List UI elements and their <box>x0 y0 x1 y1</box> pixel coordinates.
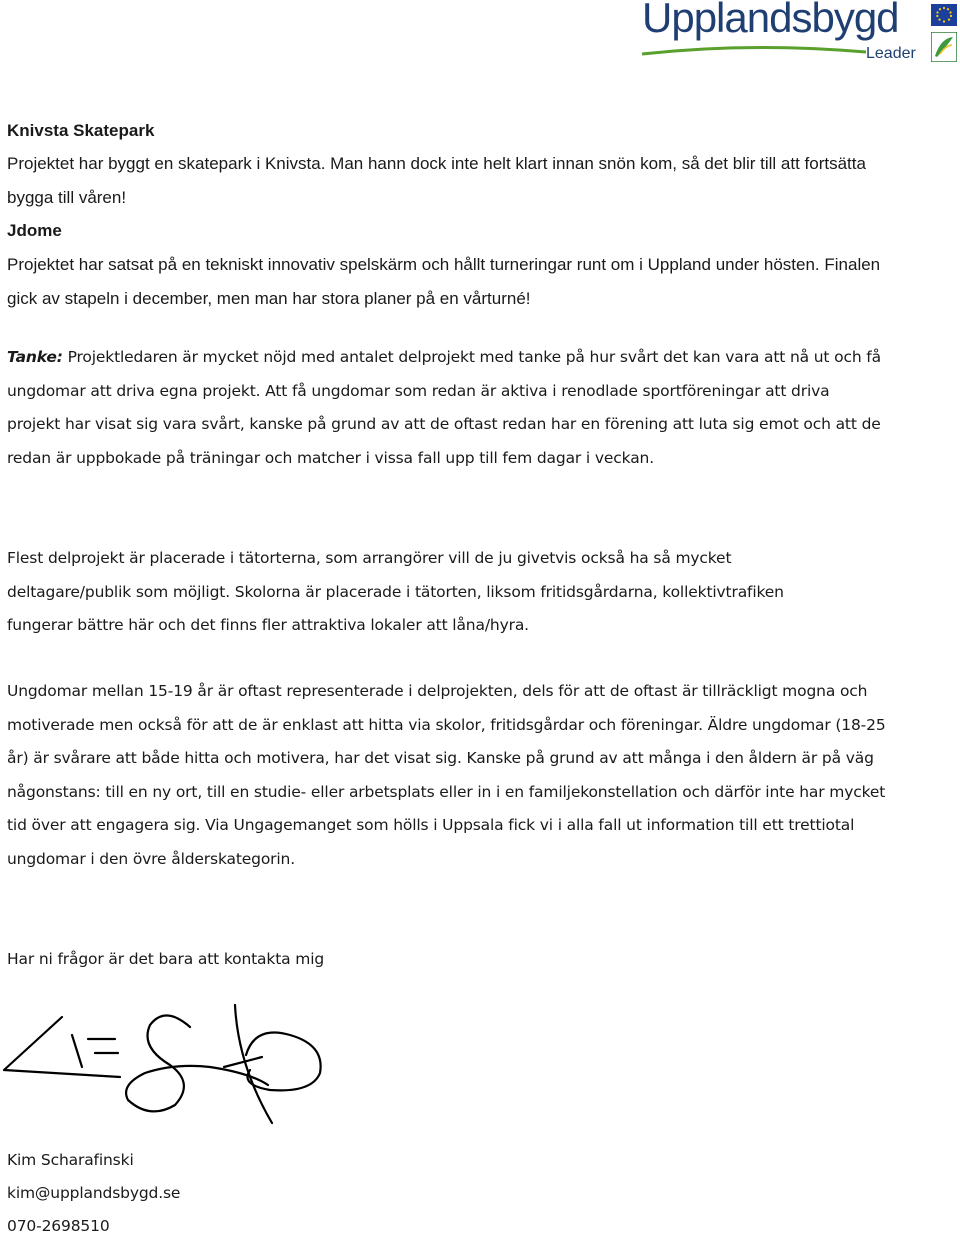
skatepark-paragraph: Projektet har byggt en skatepark i Knivsta. Man hann dock inte helt klart innan snön kom, så det blir till att fortsätta bygga till våren! <box>7 154 866 207</box>
jdome-heading: Jdome <box>7 221 62 240</box>
tanke-label: Tanke: <box>7 348 63 366</box>
logo-swoosh-icon <box>640 44 870 58</box>
signer-name: Kim Scharafinski <box>7 1151 134 1169</box>
jdome-paragraph: Projektet har satsat på en tekniskt innovativ spelskärm och hållt turneringar runt om i Uppland under hösten. Finalen gick av stapeln i december, men man har stora planer på en vårturné! <box>7 255 881 308</box>
skatepark-heading: Knivsta Skatepark <box>7 121 155 140</box>
tanke-paragraph <box>7 341 887 475</box>
contact-paragraph: Har ni frågor är det bara att kontakta mig <box>7 950 325 968</box>
leader-emblem-icon <box>931 32 957 62</box>
tanke-text: Projektledaren är mycket nöjd med antalet delprojekt med tanke på hur svårt det kan vara att nå ut och få ungdomar att driva egna projekt. Att få ungdomar som redan är aktiva i renodlade sportföreningar att driva projekt har visat sig vara svårt, kanske på grund av att de oftast redan har en förening att luta sig emot och att de redan är uppbokade på träningar och matcher i vissa fall upp till fem dagar i veckan. <box>7 348 881 467</box>
ungdomar-paragraph: Ungdomar mellan 15-19 år är oftast representerade i delprojekten, dels för att de oftast är tillräckligt mogna och motiverade men också för att de är enklast att hitta via skolor, fritidsgårdar och föreningar. Äldre ungdomar (18-25 år) är svårare att både hitta och motivera, har det visat sig. Kanske på grund av att många i den åldern är på väg någonstans: till en ny ort, till en studie- eller arbetsplats eller in i en familjekonstellation och därför inte har mycket tid över att engagera sig. Via Ungagemanget som hölls i Uppsala fick vi i alla fall ut information till ett trettiotal ungdomar i den övre ålderskategorin. <box>7 682 886 868</box>
signer-phone: 070-2698510 <box>7 1217 110 1235</box>
eu-flag-icon <box>931 4 957 26</box>
logo-subtitle: Leader <box>866 45 916 62</box>
handwritten-signature <box>0 995 360 1130</box>
upplandsbygd-leader-logo <box>640 0 960 66</box>
logo-wordmark: Upplandsbygd <box>642 0 899 41</box>
flest-paragraph: Flest delprojekt är placerade i tätorterna, som arrangörer vill de ju givetvis också ha så mycket deltagare/publik som möjligt. Skolorna är placerade i tätorten, liksom fritidsgårdarna, kollektivtrafiken fungerar bättre här och det finns fler attraktiva lokaler att låna/hyra. <box>7 549 784 634</box>
signer-email[interactable]: kim@upplandsbygd.se <box>7 1184 181 1202</box>
